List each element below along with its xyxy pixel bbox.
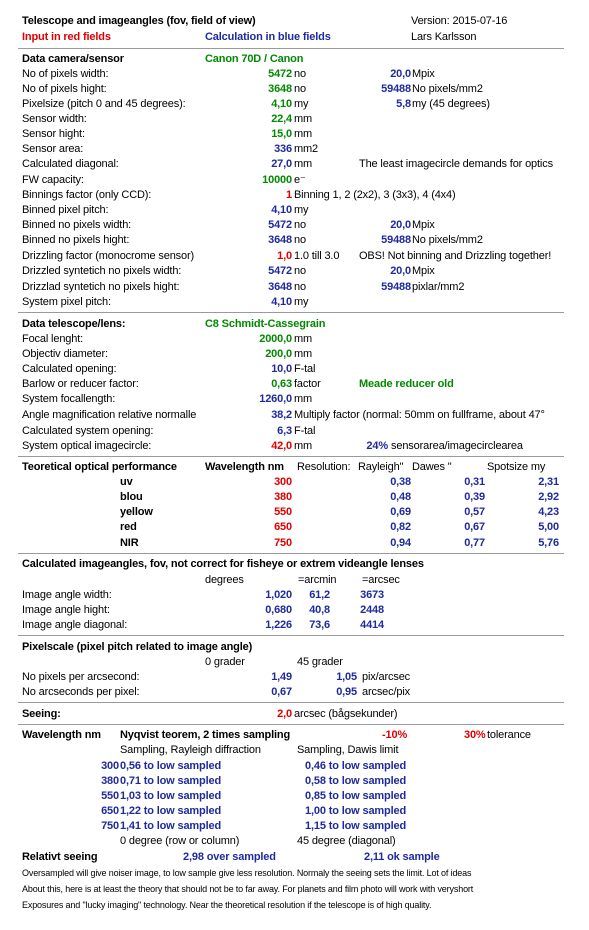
camera-row-label: Sensor width:	[22, 113, 87, 125]
telescope-row-value: 38,2	[271, 409, 292, 421]
telescope-row-unit: F-tal	[294, 425, 316, 437]
telescope-row-unit: Multiply factor (normal: 50mm on fullframe, about 47°	[294, 409, 545, 421]
col-header-0-grader: 0 grader	[205, 656, 245, 668]
camera-row-value[interactable]: 10000	[262, 174, 292, 186]
nyquist-rayleigh-sampling: 1,22 to low sampled	[120, 805, 222, 817]
camera-row-unit: no	[294, 83, 306, 95]
pixelscale-0: 0,67	[271, 686, 292, 698]
camera-row-note: OBS! Not binning and Drizzling together!	[359, 250, 552, 262]
camera-row-label: Pixelsize (pitch 0 and 45 degrees):	[22, 98, 186, 110]
band-wavelength[interactable]: 380	[274, 491, 292, 503]
camera-row-value[interactable]: 5472	[268, 68, 292, 80]
camera-row-label: Binnings factor (only CCD):	[22, 189, 152, 201]
nyquist-rayleigh-sampling: 1,03 to low sampled	[120, 790, 222, 802]
col-header-sampling-dawes: Sampling, Dawis limit	[297, 744, 399, 756]
telescope-row-label: Calculated system opening:	[22, 425, 154, 437]
nyquist-wavelength-header: Wavelength nm	[22, 729, 101, 741]
divider	[18, 312, 564, 313]
camera-row-label: Binned no pixels hight:	[22, 234, 130, 246]
angle-row-label: Image angle diagonal:	[22, 619, 128, 631]
nyquist-wavelength: 380	[101, 775, 119, 787]
nyquist-rayleigh-sampling: 0,56 to low sampled	[120, 760, 222, 772]
seeing-label: Seeing:	[22, 708, 61, 720]
col-header-arcmin: =arcmin	[298, 574, 337, 586]
camera-row-extra-value: 59488	[381, 83, 411, 95]
camera-row-extra-value: 59488	[381, 234, 411, 246]
angle-arcsec: 4414	[360, 619, 384, 631]
camera-row-label: No of pixels width:	[22, 68, 109, 80]
band-spotsize: 2,31	[538, 476, 559, 488]
camera-row-extra-value: 59488	[381, 281, 411, 293]
nyquist-wavelength: 750	[101, 820, 119, 832]
camera-row-extra-unit: Mpix	[412, 68, 435, 80]
angle-degrees: 0,680	[265, 604, 292, 616]
divider	[18, 553, 564, 554]
divider	[18, 48, 564, 49]
seeing-value[interactable]: 2,0	[277, 708, 292, 720]
band-spotsize: 5,00	[538, 521, 559, 533]
camera-row-value[interactable]: 22,4	[271, 113, 292, 125]
col-header-rayleigh: Rayleigh"	[358, 461, 404, 473]
col-header-degrees: degrees	[205, 574, 244, 586]
camera-row-value: 5472	[268, 219, 292, 231]
camera-row-value[interactable]: 15,0	[271, 128, 292, 140]
nyquist-rayleigh-sampling: 1,41 to low sampled	[120, 820, 222, 832]
camera-row-unit: my	[294, 204, 309, 216]
nyquist-dawes-sampling: 0,85 to low sampled	[305, 790, 407, 802]
camera-row-extra-value: 5,8	[396, 98, 411, 110]
band-name: blou	[120, 491, 143, 503]
pixelscale-row-label: No pixels per arcsecond:	[22, 671, 140, 683]
col-header-resolution: Resolution:	[297, 461, 351, 473]
camera-row-label: Binned no pixels width:	[22, 219, 132, 231]
camera-row-extra-value: 20,0	[390, 68, 411, 80]
pixelscale-unit: arcsec/pix	[362, 686, 411, 698]
camera-row-unit: no	[294, 265, 306, 277]
telescope-row-value: 42,0	[271, 440, 292, 452]
divider	[18, 702, 564, 703]
note-line: About this, here is at least the theory that should not be to far away. For planets and film photo will work with veryshort	[22, 884, 474, 894]
nyquist-dawes-sampling: 1,00 to low sampled	[305, 805, 407, 817]
camera-row-label: Calculated diagonal:	[22, 158, 119, 170]
telescope-row-value[interactable]: 0,63	[271, 378, 292, 390]
tolerance-negative[interactable]: -10%	[382, 729, 408, 741]
camera-row-value: 4,10	[271, 204, 292, 216]
camera-row-unit: no	[294, 234, 306, 246]
telescope-row-value[interactable]: 2000,0	[259, 333, 292, 345]
camera-row-label: FW capacity:	[22, 174, 84, 186]
camera-section-title: Data camera/sensor	[22, 53, 124, 65]
telescope-row-unit: factor	[294, 378, 321, 390]
camera-row-note: The least imagecircle demands for optics	[359, 158, 553, 170]
camera-row-value[interactable]: 1,0	[277, 250, 292, 262]
camera-row-unit: no	[294, 68, 306, 80]
author-label: Lars Karlsson	[411, 31, 477, 43]
pixelscale-unit: pix/arcsec	[362, 671, 411, 683]
camera-row-label: System pixel pitch:	[22, 296, 111, 308]
nyquist-rayleigh-sampling: 0,71 to low sampled	[120, 775, 222, 787]
band-dawes: 0,39	[464, 491, 485, 503]
camera-row-label: Drizzlad syntetich no pixels hight:	[22, 281, 180, 293]
band-name: red	[120, 521, 137, 533]
camera-row-label: No of pixels hight:	[22, 83, 107, 95]
telescope-row-unit: mm	[294, 348, 313, 360]
camera-row-extra-value: 20,0	[390, 219, 411, 231]
col-header-wavelength: Wavelength nm	[205, 461, 284, 473]
camera-row-extra-unit: my (45 degrees)	[412, 98, 490, 110]
band-wavelength[interactable]: 750	[274, 537, 292, 549]
relativ-seeing-label: Relativt seeing	[22, 851, 98, 863]
nyquist-wavelength: 300	[101, 760, 119, 772]
band-dawes: 0,67	[464, 521, 485, 533]
telescope-row-unit: mm	[294, 393, 313, 405]
legend-input-red: Input in red fields	[22, 31, 111, 43]
relativ-seeing-0: 2,98 over sampled	[183, 851, 276, 863]
optical-section-title: Teoretical optical performance	[22, 461, 177, 473]
note-line: Oversampled will give noiser image, to low sample give less resolution. Normaly the seeing sets the limit. Lot of ideas	[22, 868, 472, 878]
divider	[18, 456, 564, 457]
camera-row-value: 3648	[268, 281, 292, 293]
telescope-row-unit: mm	[294, 333, 313, 345]
telescope-section-title: Data telescope/lens:	[22, 318, 126, 330]
telescope-row-value[interactable]: 200,0	[265, 348, 292, 360]
band-name: uv	[120, 476, 133, 488]
camera-row-unit: no	[294, 281, 306, 293]
camera-row-unit: Binning 1, 2 (2x2), 3 (3x3), 4 (4x4)	[294, 189, 456, 201]
band-name: NIR	[120, 537, 139, 549]
camera-row-label: Sensor hight:	[22, 128, 85, 140]
angle-arcsec: 3673	[360, 589, 384, 601]
telescope-row-note[interactable]: Meade reducer old	[359, 378, 454, 390]
camera-row-extra-unit: pixlar/mm2	[412, 281, 465, 293]
camera-row-label: Binned pixel pitch:	[22, 204, 109, 216]
footer-45-degree: 45 degree (diagonal)	[297, 835, 396, 847]
camera-row-extra-unit: Mpix	[412, 219, 435, 231]
band-rayleigh: 0,94	[390, 537, 411, 549]
angle-row-label: Image angle width:	[22, 589, 112, 601]
nyquist-dawes-sampling: 0,46 to low sampled	[305, 760, 407, 772]
camera-row-label: Drizzling factor (monocrome sensor)	[22, 250, 195, 262]
camera-row-unit: mm	[294, 113, 313, 125]
col-header-spotsize: Spotsize my	[487, 461, 546, 473]
legend-calc-blue: Calculation in blue fields	[205, 31, 331, 43]
angle-degrees: 1,020	[265, 589, 292, 601]
camera-row-label: Sensor area:	[22, 143, 84, 155]
telescope-row-value: 6,3	[277, 425, 292, 437]
note-line: Exposures and "lucky imaging" technology. Near the theoretical resolution if the telescope is of high quality.	[22, 900, 432, 910]
telescope-row-label: Objectiv diameter:	[22, 348, 108, 360]
camera-row-value[interactable]: 4,10	[271, 98, 292, 110]
camera-row-unit: no	[294, 219, 306, 231]
telescope-row-label: Calculated opening:	[22, 363, 117, 375]
camera-row-label: Drizzled syntetich no pixels width:	[22, 265, 182, 277]
camera-model[interactable]: Canon 70D / Canon	[205, 53, 304, 65]
band-rayleigh: 0,38	[390, 476, 411, 488]
telescope-row-unit: mm	[294, 440, 313, 452]
telescope-row-value: 10,0	[271, 363, 292, 375]
imagecircle-percent-label: sensorarea/imagecirclearea	[391, 440, 523, 452]
col-header-arcsec: =arcsec	[362, 574, 400, 586]
telescope-row-label: Barlow or reducer factor:	[22, 378, 139, 390]
telescope-row-label: System focallength:	[22, 393, 116, 405]
nyquist-wavelength: 550	[101, 790, 119, 802]
camera-row-unit: 1.0 till 3.0	[294, 250, 340, 262]
camera-row-unit: mm	[294, 128, 313, 140]
band-spotsize: 4,23	[538, 506, 559, 518]
camera-row-extra-unit: No pixels/mm2	[412, 83, 483, 95]
angle-arcsec: 2448	[360, 604, 384, 616]
camera-row-unit: my	[294, 98, 309, 110]
angle-row-label: Image angle hight:	[22, 604, 110, 616]
nyquist-dawes-sampling: 0,58 to low sampled	[305, 775, 407, 787]
band-dawes: 0,57	[464, 506, 485, 518]
camera-row-value: 336	[274, 143, 292, 155]
pixelscale-0: 1,49	[271, 671, 292, 683]
nyquist-wavelength: 650	[101, 805, 119, 817]
telescope-row-unit: F-tal	[294, 363, 316, 375]
col-header-dawes: Dawes "	[412, 461, 452, 473]
divider	[18, 635, 564, 636]
camera-row-value: 5472	[268, 265, 292, 277]
pixelscale-row-label: No arcseconds per pixel:	[22, 686, 140, 698]
camera-row-value: 27,0	[271, 158, 292, 170]
telescope-row-label: Angle magnification relative normalle	[22, 409, 197, 421]
relativ-seeing-45: 2,11 ok sample	[364, 851, 440, 863]
angle-arcmin: 61,2	[309, 589, 330, 601]
pixelscale-section-title: Pixelscale (pixel pitch related to image angle)	[22, 641, 253, 653]
camera-row-value[interactable]: 3648	[268, 83, 292, 95]
pixelscale-45: 1,05	[336, 671, 357, 683]
camera-row-extra-unit: No pixels/mm2	[412, 234, 483, 246]
angle-arcmin: 73,6	[309, 619, 330, 631]
band-spotsize: 5,76	[538, 537, 559, 549]
band-rayleigh: 0,82	[390, 521, 411, 533]
camera-row-value[interactable]: 1	[286, 189, 292, 201]
footer-0-degree: 0 degree (row or column)	[120, 835, 240, 847]
nyquist-title: Nyqvist teorem, 2 times sampling	[120, 729, 291, 741]
camera-row-unit: e⁻	[294, 174, 306, 186]
divider	[18, 724, 564, 725]
band-wavelength[interactable]: 300	[274, 476, 292, 488]
imagecircle-percent: 24%	[366, 440, 388, 452]
band-rayleigh: 0,69	[390, 506, 411, 518]
camera-row-value: 3648	[268, 234, 292, 246]
camera-row-unit: mm	[294, 158, 313, 170]
camera-row-extra-unit: Mpix	[412, 265, 435, 277]
telescope-row-label: Focal lenght:	[22, 333, 84, 345]
camera-row-unit: mm2	[294, 143, 318, 155]
band-wavelength[interactable]: 550	[274, 506, 292, 518]
col-header-sampling-rayleigh: Sampling, Rayleigh diffraction	[120, 744, 261, 756]
band-dawes: 0,31	[464, 476, 485, 488]
telescope-row-value: 1260,0	[259, 393, 292, 405]
angles-section-title: Calculated imageangles, fov, not correct for fisheye or extrem videangle lenses	[22, 558, 424, 570]
band-wavelength[interactable]: 650	[274, 521, 292, 533]
band-name: yellow	[120, 506, 153, 518]
angle-arcmin: 40,8	[309, 604, 330, 616]
seeing-unit: arcsec (bågsekunder)	[294, 708, 398, 720]
pixelscale-45: 0,95	[336, 686, 357, 698]
tolerance-positive[interactable]: 30%	[464, 729, 486, 741]
version-label: Version: 2015-07-16	[411, 15, 508, 27]
band-rayleigh: 0,48	[390, 491, 411, 503]
tolerance-label: tolerance	[487, 729, 531, 741]
col-header-45-grader: 45 grader	[297, 656, 343, 668]
telescope-model[interactable]: C8 Schmidt-Cassegrain	[205, 318, 326, 330]
angle-degrees: 1,226	[265, 619, 292, 631]
camera-row-unit: my	[294, 296, 309, 308]
telescope-row-label: System optical imagecircle:	[22, 440, 152, 452]
camera-row-extra-value: 20,0	[390, 265, 411, 277]
band-spotsize: 2,92	[538, 491, 559, 503]
sheet-title: Telescope and imageangles (fov, field of view)	[22, 15, 256, 27]
band-dawes: 0,77	[464, 537, 485, 549]
nyquist-dawes-sampling: 1,15 to low sampled	[305, 820, 407, 832]
camera-row-value: 4,10	[271, 296, 292, 308]
